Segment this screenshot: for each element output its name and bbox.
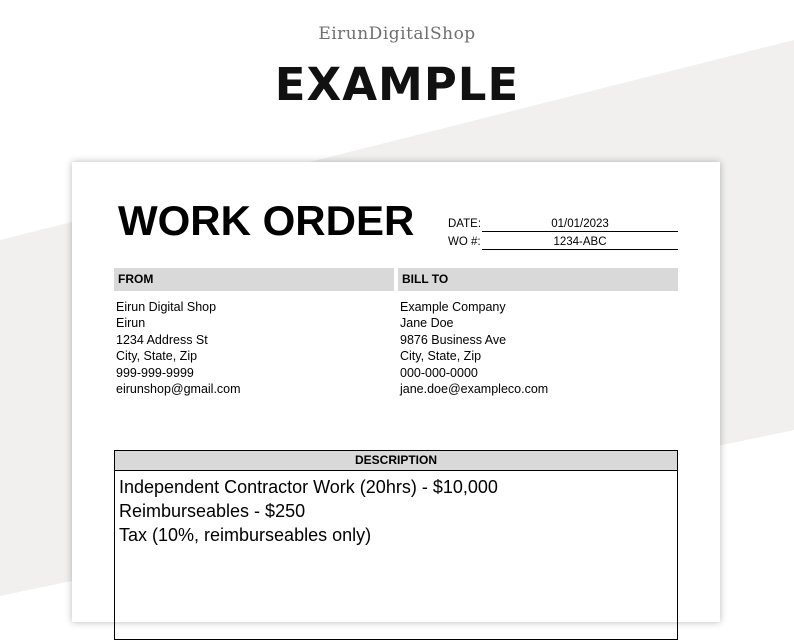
bill-to-address	[400, 299, 548, 397]
from-line: Eirun	[116, 316, 146, 331]
wo-number-label: WO #:	[448, 236, 481, 248]
example-banner-title: EXAMPLE	[274, 58, 520, 111]
from-line: 1234 Address St	[116, 332, 208, 347]
from-line: City, State, Zip	[116, 349, 198, 364]
wo-number-value: 1234-ABC	[482, 236, 678, 250]
bill-to-line: 000-000-0000	[400, 365, 478, 380]
from-line: eirunshop@gmail.com	[116, 382, 241, 397]
description-line: Independent Contractor Work (20hrs) - $10,000	[119, 477, 498, 497]
from-address	[116, 299, 241, 397]
bill-to-line: Example Company	[400, 300, 506, 314]
from-line: 999-999-9999	[116, 365, 194, 380]
description-body	[115, 471, 677, 547]
shop-brand-name: EirunDigitalShop	[318, 24, 476, 44]
work-order-document	[72, 162, 720, 622]
bill-to-line: jane.doe@exampleco.com	[400, 382, 549, 397]
date-field	[448, 216, 678, 234]
description-table	[114, 450, 678, 640]
bill-to-line: Jane Doe	[400, 316, 454, 331]
description-line: Reimburseables - $250	[119, 501, 306, 521]
bill-to-line: City, State, Zip	[400, 349, 482, 364]
bill-to-line: 9876 Business Ave	[400, 332, 507, 347]
description-header: DESCRIPTION	[115, 451, 677, 471]
bill-to-section-header: BILL TO	[398, 268, 678, 291]
document-title: WORK ORDER	[118, 197, 415, 244]
from-section-header: FROM	[114, 268, 394, 291]
date-label: DATE:	[448, 218, 482, 230]
wo-number-field	[448, 234, 678, 252]
from-line: Eirun Digital Shop	[116, 300, 217, 314]
description-line: Tax (10%, reimburseables only)	[119, 525, 372, 545]
date-value: 01/01/2023	[482, 218, 678, 232]
